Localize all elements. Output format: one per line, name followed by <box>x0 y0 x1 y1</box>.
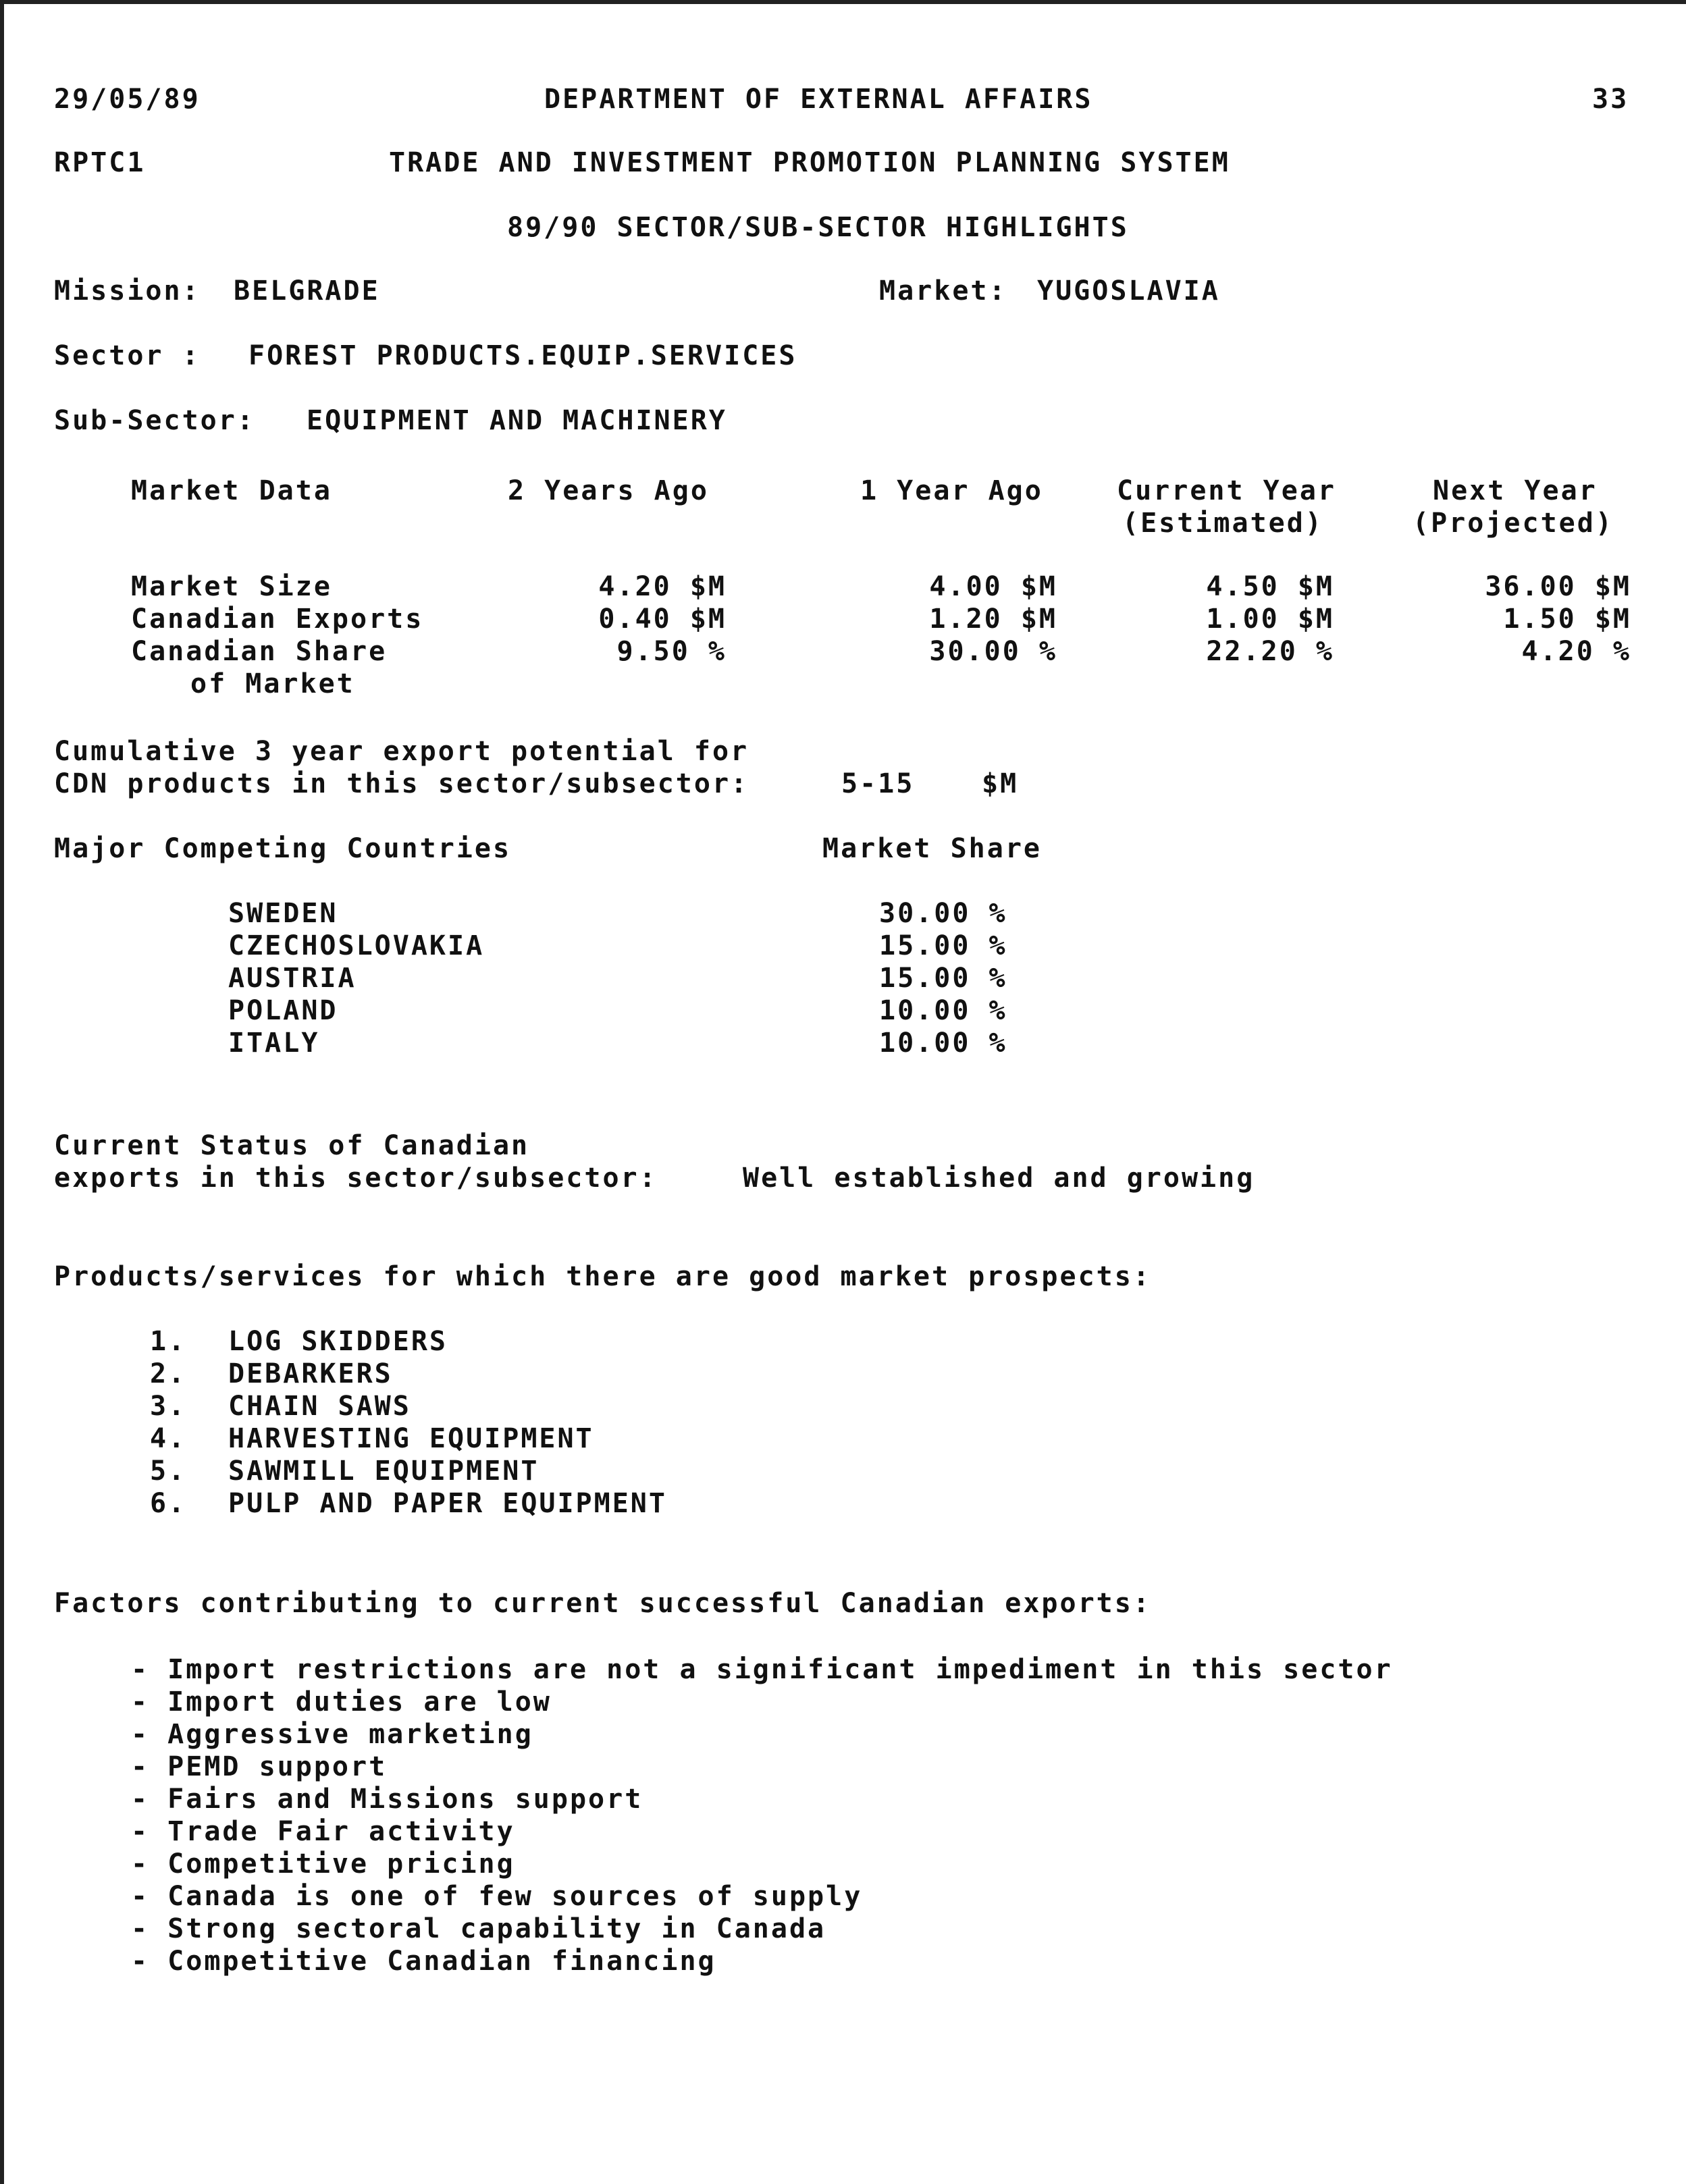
factors-heading: Factors contributing to current successful Canadian exports: <box>54 1588 1151 1619</box>
cell-2y: 4.20 $M <box>598 571 727 602</box>
report-date: 29/05/89 <box>54 84 201 115</box>
col-market-share: Market Share <box>822 833 1042 864</box>
cell-next: 1.50 $M <box>1503 604 1631 635</box>
market-label: Market: <box>879 275 1007 307</box>
product-number: 1. <box>150 1326 187 1357</box>
cell-2y: 0.40 $M <box>598 604 727 635</box>
competitor-country: SWEDEN <box>228 898 338 929</box>
col-next-year-sub: (Projected) <box>1413 508 1614 539</box>
factor-item: - Fairs and Missions support <box>131 1784 643 1815</box>
competitor-share: 15.00 % <box>879 963 1007 994</box>
cell-next: 36.00 $M <box>1485 571 1631 602</box>
product-item: LOG SKIDDERS <box>228 1326 448 1357</box>
cell-1y: 1.20 $M <box>929 604 1057 635</box>
status-line2: exports in this sector/subsector: <box>54 1163 658 1194</box>
product-item: DEBARKERS <box>228 1358 393 1389</box>
competitor-country: ITALY <box>228 1028 320 1059</box>
system-title: TRADE AND INVESTMENT PROMOTION PLANNING SYSTEM <box>389 147 1230 178</box>
col-1-year-ago: 1 Year Ago <box>860 475 1043 506</box>
col-current-year: Current Year <box>1117 475 1336 506</box>
product-number: 3. <box>150 1391 187 1422</box>
cell-next: 4.20 % <box>1521 636 1631 667</box>
product-number: 4. <box>150 1423 187 1454</box>
col-2-years-ago: 2 Years Ago <box>508 475 709 506</box>
competitor-share: 30.00 % <box>879 898 1007 929</box>
competitor-country: AUSTRIA <box>228 963 357 994</box>
mission-label: Mission: <box>54 275 201 307</box>
page-number: 33 <box>1592 84 1629 115</box>
potential-value: 5-15 <box>841 768 915 799</box>
factor-item: - Import restrictions are not a significant impediment in this sector <box>131 1654 1393 1685</box>
status-value: Well established and growing <box>743 1163 1255 1194</box>
potential-line1: Cumulative 3 year export potential for <box>54 736 749 767</box>
status-line1: Current Status of Canadian <box>54 1130 530 1161</box>
competitor-share: 15.00 % <box>879 930 1007 961</box>
product-item: SAWMILL EQUIPMENT <box>228 1456 539 1487</box>
competitor-share: 10.00 % <box>879 1028 1007 1059</box>
factor-item: - Canada is one of few sources of supply <box>131 1881 863 1912</box>
factor-item: - PEMD support <box>131 1751 388 1782</box>
products-heading: Products/services for which there are good market prospects: <box>54 1261 1151 1292</box>
row-label: Canadian Exports <box>131 604 424 635</box>
factor-item: - Import duties are low <box>131 1686 552 1717</box>
cell-2y: 9.50 % <box>616 636 727 667</box>
cell-current: 4.50 $M <box>1206 571 1334 602</box>
cell-1y: 30.00 % <box>929 636 1057 667</box>
subsector-value: EQUIPMENT AND MACHINERY <box>307 405 727 436</box>
row-label: Market Size <box>131 571 332 602</box>
potential-unit: $M <box>982 768 1019 799</box>
factor-item: - Competitive Canadian financing <box>131 1946 716 1977</box>
report-subtitle: 89/90 SECTOR/SUB-SECTOR HIGHLIGHTS <box>507 212 1129 243</box>
product-item: PULP AND PAPER EQUIPMENT <box>228 1488 667 1519</box>
col-competing-countries: Major Competing Countries <box>54 833 512 864</box>
factor-item: - Competitive pricing <box>131 1848 515 1880</box>
product-item: CHAIN SAWS <box>228 1391 411 1422</box>
col-market-data: Market Data <box>131 475 332 506</box>
subsector-label: Sub-Sector: <box>54 405 255 436</box>
product-number: 6. <box>150 1488 187 1519</box>
sector-label: Sector : <box>54 340 201 371</box>
product-number: 2. <box>150 1358 187 1389</box>
competitor-country: CZECHOSLOVAKIA <box>228 930 485 961</box>
row-label: Canadian Share <box>131 636 388 667</box>
product-item: HARVESTING EQUIPMENT <box>228 1423 594 1454</box>
col-current-year-sub: (Estimated) <box>1122 508 1323 539</box>
col-next-year: Next Year <box>1433 475 1598 506</box>
department-title: DEPARTMENT OF EXTERNAL AFFAIRS <box>544 84 1093 115</box>
cell-current: 22.20 % <box>1206 636 1334 667</box>
cell-current: 1.00 $M <box>1206 604 1334 635</box>
factor-item: - Strong sectoral capability in Canada <box>131 1913 826 1944</box>
cell-1y: 4.00 $M <box>929 571 1057 602</box>
row-label-cont: of Market <box>190 668 355 699</box>
factor-item: - Aggressive marketing <box>131 1719 533 1750</box>
product-number: 5. <box>150 1456 187 1487</box>
competitor-country: POLAND <box>228 995 338 1026</box>
mission-value: BELGRADE <box>234 275 380 307</box>
factor-item: - Trade Fair activity <box>131 1816 515 1847</box>
competitor-share: 10.00 % <box>879 995 1007 1026</box>
market-value: YUGOSLAVIA <box>1037 275 1220 307</box>
potential-line2: CDN products in this sector/subsector: <box>54 768 749 799</box>
report-code: RPTC1 <box>54 147 146 178</box>
sector-value: FOREST PRODUCTS.EQUIP.SERVICES <box>248 340 797 371</box>
